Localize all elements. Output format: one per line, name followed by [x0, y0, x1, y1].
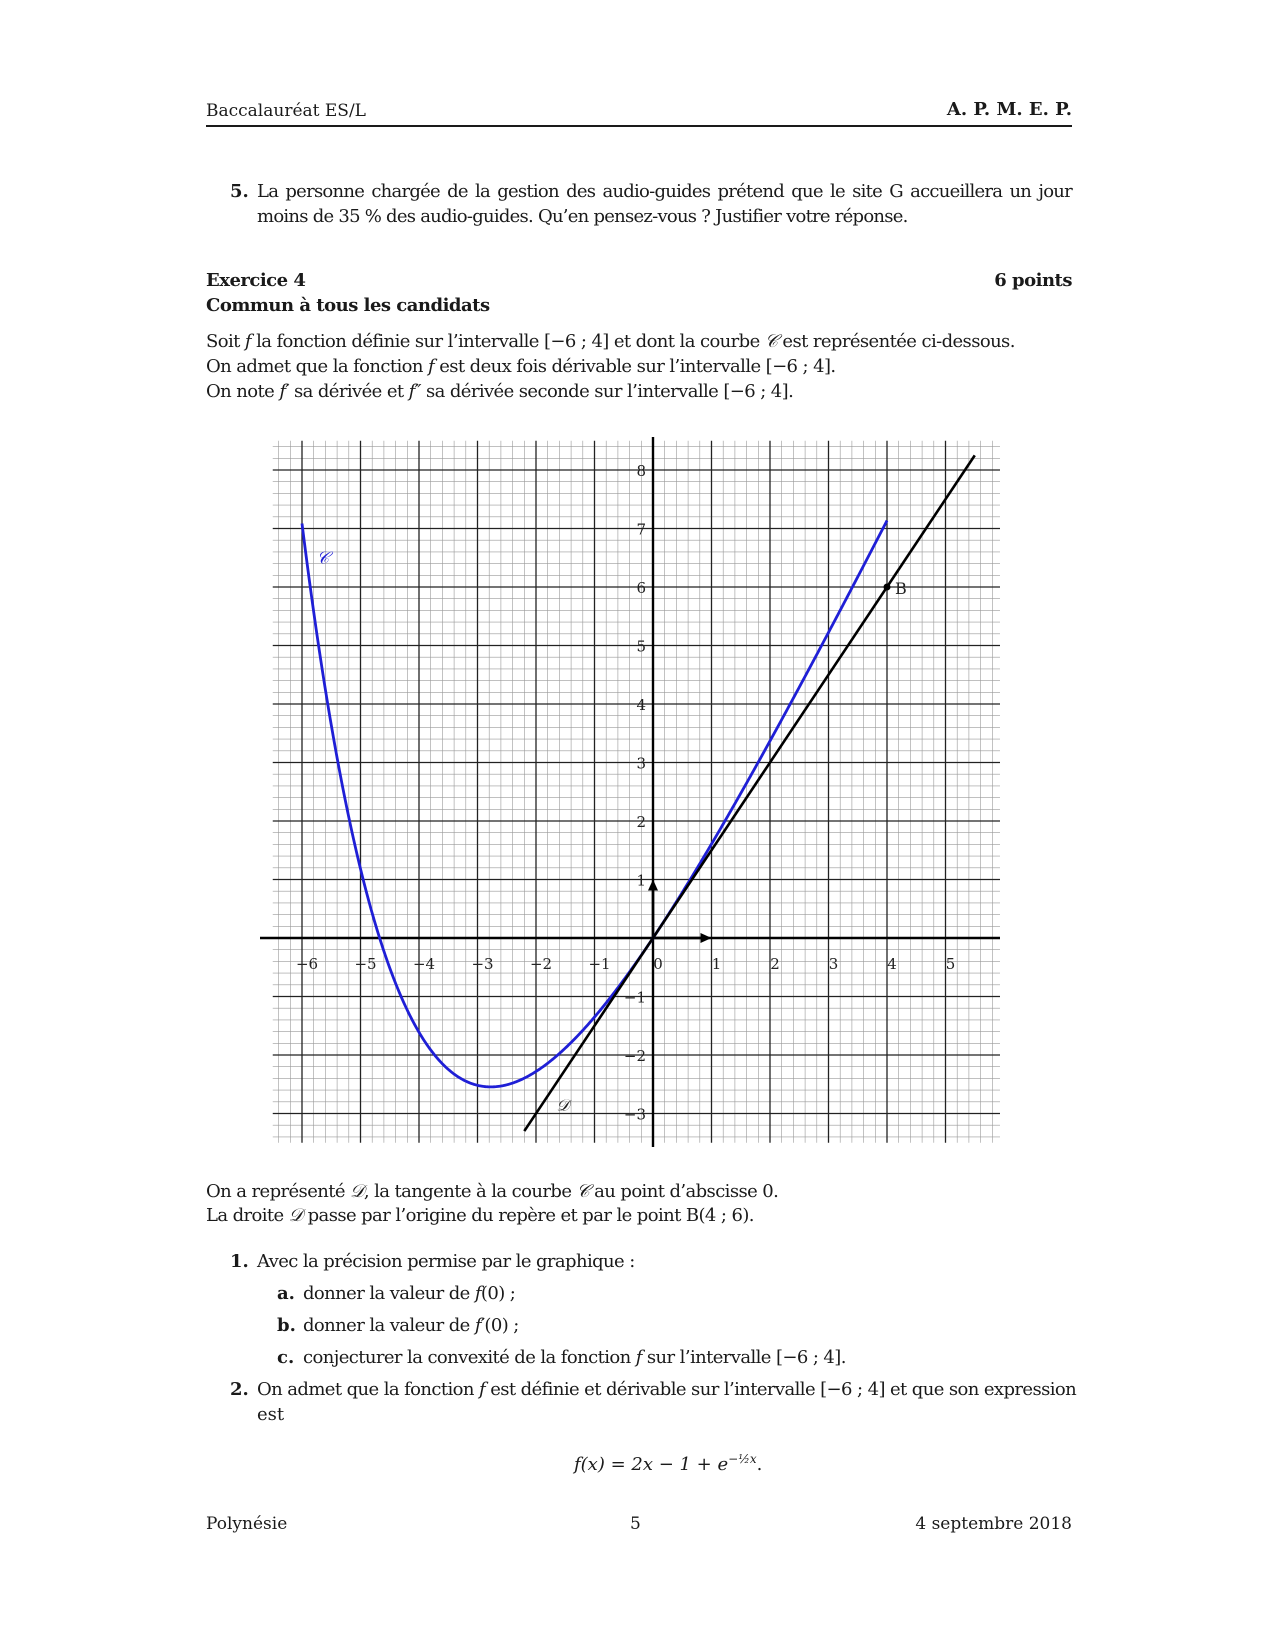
q1-text: Avec la précision permise par le graphique :	[257, 1251, 635, 1272]
q1a-label: a.	[277, 1283, 295, 1304]
header-rule	[206, 125, 1072, 127]
y-tick-label: 3	[636, 754, 646, 773]
formula-lhs: f(x) = 2x − 1 + e	[574, 1454, 729, 1475]
after-line2: La droite 𝒟 passe par l’origine du repère et par le point B(4 ; 6).	[206, 1205, 754, 1226]
tangent-line-D	[524, 455, 974, 1131]
y-tick-label: 6	[636, 579, 646, 597]
y-tick-label: −1	[623, 988, 646, 1007]
x-tick-label: 0	[653, 955, 663, 973]
point-B-label: B	[895, 579, 907, 598]
after-line1: On a représenté 𝒟, la tangente à la courbe 𝒞 au point d’abscisse 0.	[206, 1181, 779, 1202]
x-tick-label: 1	[711, 955, 722, 973]
intro-line2: On admet que la fonction f est deux fois dérivable sur l’intervalle [−6 ; 4].	[206, 356, 836, 377]
intro-line3: On note f′ sa dérivée et f″ sa dérivée seconde sur l’intervalle [−6 ; 4].	[206, 381, 794, 402]
x-tick-label: −6	[295, 955, 319, 973]
marks	[317, 549, 907, 1115]
header-right: A. P. M. E. P.	[946, 99, 1072, 120]
x-tick-label: 5	[945, 955, 956, 973]
q5-line1: La personne chargée de la gestion des audio-guides prétend que le site G accueillera un jour	[257, 181, 1072, 202]
q2-number: 2.	[230, 1379, 249, 1400]
q1c-text: conjecturer la convexité de la fonction f sur l’intervalle [−6 ; 4].	[303, 1347, 846, 1368]
y-tick-label: 4	[636, 696, 646, 714]
footer-left: Polynésie	[206, 1514, 288, 1534]
x-tick-label: −4	[412, 955, 436, 973]
function-graph	[260, 437, 1000, 1147]
formula-exponent: −½x	[728, 1452, 757, 1466]
exercise-points: 6 points	[994, 270, 1072, 291]
x-tick-label: 2	[770, 955, 780, 973]
line-D-label: 𝒟	[556, 1095, 570, 1115]
unit-vector-i-arrowhead	[701, 933, 712, 943]
series	[302, 455, 975, 1131]
point-B	[884, 584, 891, 591]
y-tick-label: 2	[636, 813, 646, 831]
q2-line1: On admet que la fonction f est définie et dérivable sur l’intervalle [−6 ; 4] et que son expression	[257, 1379, 1077, 1400]
x-tick-label: −3	[471, 955, 494, 973]
x-tick-label: 3	[828, 955, 839, 973]
footer-page-number: 5	[630, 1514, 641, 1534]
y-tick-label: 7	[636, 520, 646, 539]
y-tick-label: 1	[636, 871, 646, 890]
y-tick-label: −2	[623, 1047, 646, 1065]
y-tick-label: 8	[636, 462, 646, 480]
y-tick-label: −3	[623, 1105, 646, 1124]
x-tick-label: −5	[354, 955, 377, 973]
q1b-text: donner la valeur de f′(0) ;	[303, 1315, 519, 1336]
x-tick-label: −2	[529, 955, 553, 973]
unit-vector-j-arrowhead	[648, 880, 658, 891]
grid-major	[273, 441, 1000, 1143]
q5-number: 5.	[230, 181, 249, 202]
q1c-label: c.	[277, 1347, 295, 1368]
exercise-subtitle: Commun à tous les candidats	[206, 295, 490, 316]
q1-number: 1.	[230, 1251, 249, 1272]
q1b-label: b.	[277, 1315, 296, 1336]
formula-end: .	[756, 1454, 763, 1475]
q1a-text: donner la valeur de f(0) ;	[303, 1283, 516, 1304]
tick-labels	[296, 462, 955, 1124]
formula	[574, 1452, 762, 1475]
y-tick-label: 5	[636, 637, 646, 656]
grid-minor	[273, 441, 1000, 1143]
axes	[260, 437, 1000, 1147]
footer-right: 4 septembre 2018	[915, 1514, 1072, 1534]
curve-C-label: 𝒞	[316, 548, 330, 569]
q5-line2: moins de 35 % des audio-guides. Qu’en pensez-vous ? Justifier votre réponse.	[257, 206, 908, 227]
exercise-title: Exercice 4	[206, 270, 306, 291]
q2-line2: est	[257, 1404, 285, 1425]
header-left: Baccalauréat ES/L	[206, 101, 366, 121]
x-tick-label: −1	[588, 955, 611, 973]
intro-line1: Soit f la fonction définie sur l’intervalle [−6 ; 4] et dont la courbe 𝒞 est représentée ci-dessous.	[206, 331, 1015, 352]
x-tick-label: 4	[887, 955, 897, 973]
